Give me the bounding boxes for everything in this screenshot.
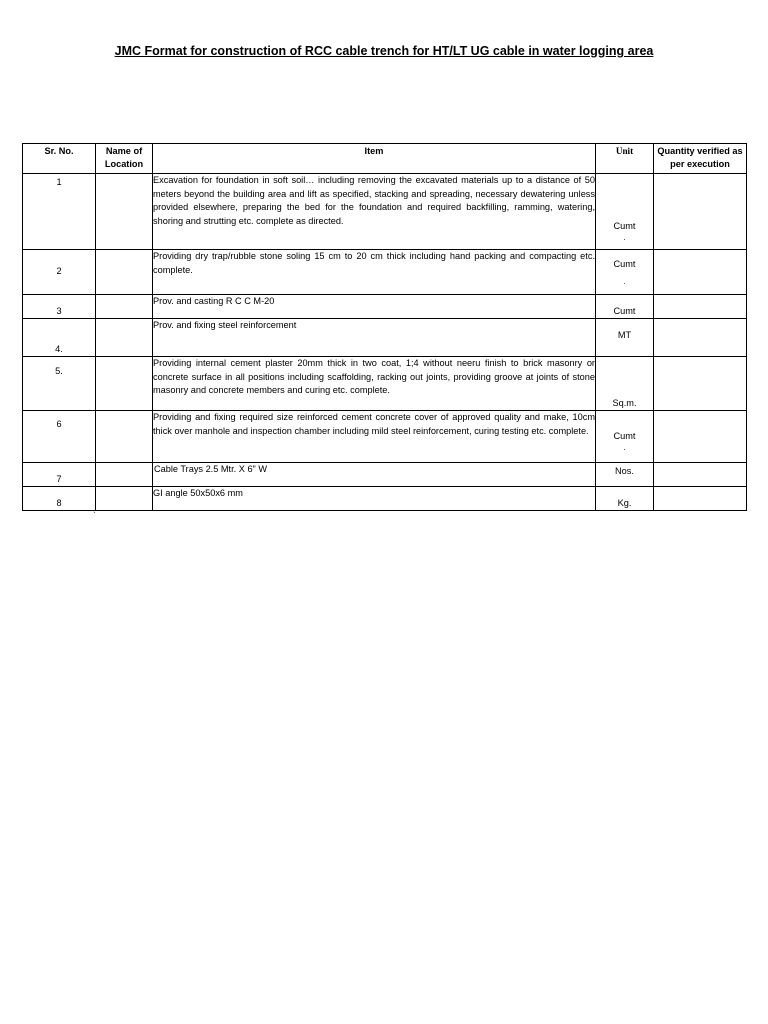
quantity-cell[interactable]: [654, 487, 747, 511]
sr-no-cell: 1: [23, 174, 96, 250]
item-cell: Prov. and fixing steel reinforcement: [153, 319, 596, 357]
unit-cell: [596, 295, 654, 319]
unit-text: Nos.: [615, 466, 634, 476]
location-cell: [96, 487, 153, 511]
unit-cell: [596, 357, 654, 411]
table-row: [23, 487, 747, 511]
quantity-cell[interactable]: [654, 295, 747, 319]
table-row: [23, 295, 747, 319]
unit-cell: [596, 174, 654, 250]
location-cell: [96, 411, 153, 463]
unit-mark: .: [623, 232, 626, 242]
location-cell: [96, 250, 153, 295]
unit-text: Cumt: [613, 259, 636, 269]
sr-no-cell: 2: [23, 250, 96, 295]
quantity-cell[interactable]: [654, 174, 747, 250]
sr-no-cell: 6: [23, 411, 96, 463]
item-cell: Prov. and casting R C C M-20: [153, 295, 596, 319]
unit-cell: [596, 250, 654, 295]
item-cell: Providing internal cement plaster 20mm thick in two coat, 1;4 without neeru finish to brick masonry or concrete surface in all positions including scaffolding, racking out joints, providing groove at joints of stone masonry and concrete members and curing etc. complete.: [153, 357, 596, 411]
unit-text: Cumt: [613, 221, 636, 231]
table-row: [23, 250, 747, 295]
item-cell: Providing and fixing required size reinforced cement concrete cover of approved quality and make, 10cm thick over manhole and inspection chamber including mild steel reinforcement, curing testing etc. complete.: [153, 411, 596, 463]
unit-text: MT: [617, 330, 632, 340]
unit-cell: [596, 463, 654, 487]
item-cell: GI angle 50x50x6 mm: [153, 487, 596, 511]
unit-mark: .: [623, 276, 626, 286]
table-row: [23, 411, 747, 463]
table-row: [23, 463, 747, 487]
unit-cell: [596, 411, 654, 463]
unit-text: Kg.: [617, 497, 632, 508]
item-cell: Cable Trays 2.5 Mtr. X 6" W: [153, 463, 596, 487]
unit-text: Sq.m.: [612, 397, 637, 408]
quantity-cell[interactable]: [654, 357, 747, 411]
sr-no-cell: 8: [23, 487, 96, 511]
location-cell: [96, 357, 153, 411]
stray-mark: `: [93, 511, 96, 520]
header-quantity: Quantity verified as per execution: [654, 144, 747, 174]
header-sr-no: Sr. No.: [23, 144, 96, 174]
unit-text: Cumt: [613, 305, 636, 316]
table-row: [23, 174, 747, 250]
unit-text: Cumt: [613, 431, 636, 441]
quantity-cell[interactable]: [654, 411, 747, 463]
table-row: [23, 357, 747, 411]
sr-no-cell: 3: [23, 295, 96, 319]
quantity-cell[interactable]: [654, 319, 747, 357]
header-unit: Unit: [596, 144, 654, 174]
sr-no-cell: 7: [23, 463, 96, 487]
unit-cell: [596, 487, 654, 511]
sr-no-cell: 5.: [23, 357, 96, 411]
unit-mark: .: [623, 442, 626, 452]
jmc-table: [22, 143, 747, 511]
table-row: [23, 319, 747, 357]
location-cell: [96, 463, 153, 487]
item-cell: Excavation for foundation in soft soil… including removing the excavated materials up to a distance of 50 meters beyond the building area and lift as specified, stacking and spreading, necessary dewatering unless provided elsewhere, preparing the bed for the foundation and required backfilling, ramming, watering, shoring and strutting etc. complete as directed.: [153, 174, 596, 250]
page-title: JMC Format for construction of RCC cable trench for HT/LT UG cable in water logging area: [114, 44, 654, 58]
quantity-cell[interactable]: [654, 463, 747, 487]
header-item: Item: [153, 144, 596, 174]
location-cell: [96, 174, 153, 250]
item-cell: Providing dry trap/rubble stone soling 15 cm to 20 cm thick including hand packing and compacting etc. complete.: [153, 250, 596, 295]
sr-no-cell: 4.: [23, 319, 96, 357]
header-location: Name of Location: [96, 144, 153, 174]
location-cell: [96, 319, 153, 357]
location-cell: [96, 295, 153, 319]
quantity-cell[interactable]: [654, 250, 747, 295]
unit-cell: [596, 319, 654, 357]
